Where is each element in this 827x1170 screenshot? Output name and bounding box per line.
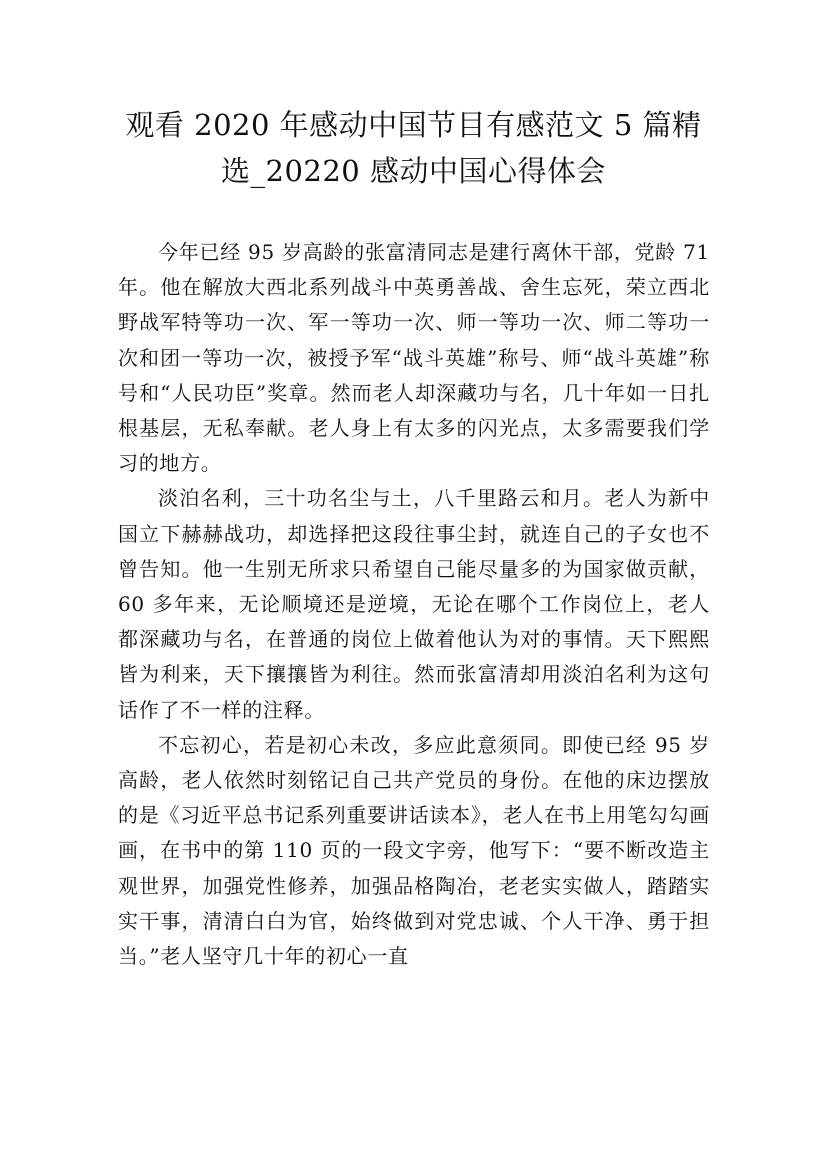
- paragraph-2: 淡泊名利，三十功名尘与土，八千里路云和月。老人为新中国立下赫赫战功，却选择把这段往事尘封，就连自己的子女也不曾告知。他一生别无所求只希望自己能尽量多的为国家做贡献，60 多年来，无论顺境还是逆境，无论在哪个工作岗位上，老人都深藏功与名，在普通的岗位上做着他认为对的事情。天下熙熙皆为利来，天下攘攘皆为利往。然而张富清却用淡泊名利为这句话作了不一样的注释。: [118, 486, 710, 722]
- paragraph-1: 今年已经 95 岁高龄的张富清同志是建行离休干部，党龄 71 年。他在解放大西北系列战斗中英勇善战、舍生忘死，荣立西北野战军特等功一次、军一等功一次、师一等功一次、师二等功一次和团一等功一次，被授予军“战斗英雄”称号、师“战斗英雄”称号和“人民功臣”奖章。然而老人却深藏功与名，几十年如一日扎根基层，无私奉献。老人身上有太多的闪光点，太多需要我们学习的地方。: [118, 240, 710, 476]
- paragraph-3: 不忘初心，若是初心未改，多应此意须同。即使已经 95 岁高龄，老人依然时刻铭记自己共产党员的身份。在他的床边摆放的是《习近平总书记系列重要讲话读本》，老人在书上用笔勾勾画画，在书中的第 110 页的一段文字旁，他写下：“要不断改造主观世界，加强党性修养，加强品格陶冶，老老实实做人，踏踏实实干事，清清白白为官，始终做到对党忠诚、个人干净、勇于担当。”老人坚守几十年的初心一直: [118, 732, 710, 969]
- document-title: [110, 102, 717, 194]
- title-line-1: 观看 2020 年感动中国节目有感范文 5 篇精: [125, 108, 702, 142]
- title-line-2: 选_20220 感动中国心得体会: [221, 154, 606, 188]
- document-body: [118, 235, 710, 974]
